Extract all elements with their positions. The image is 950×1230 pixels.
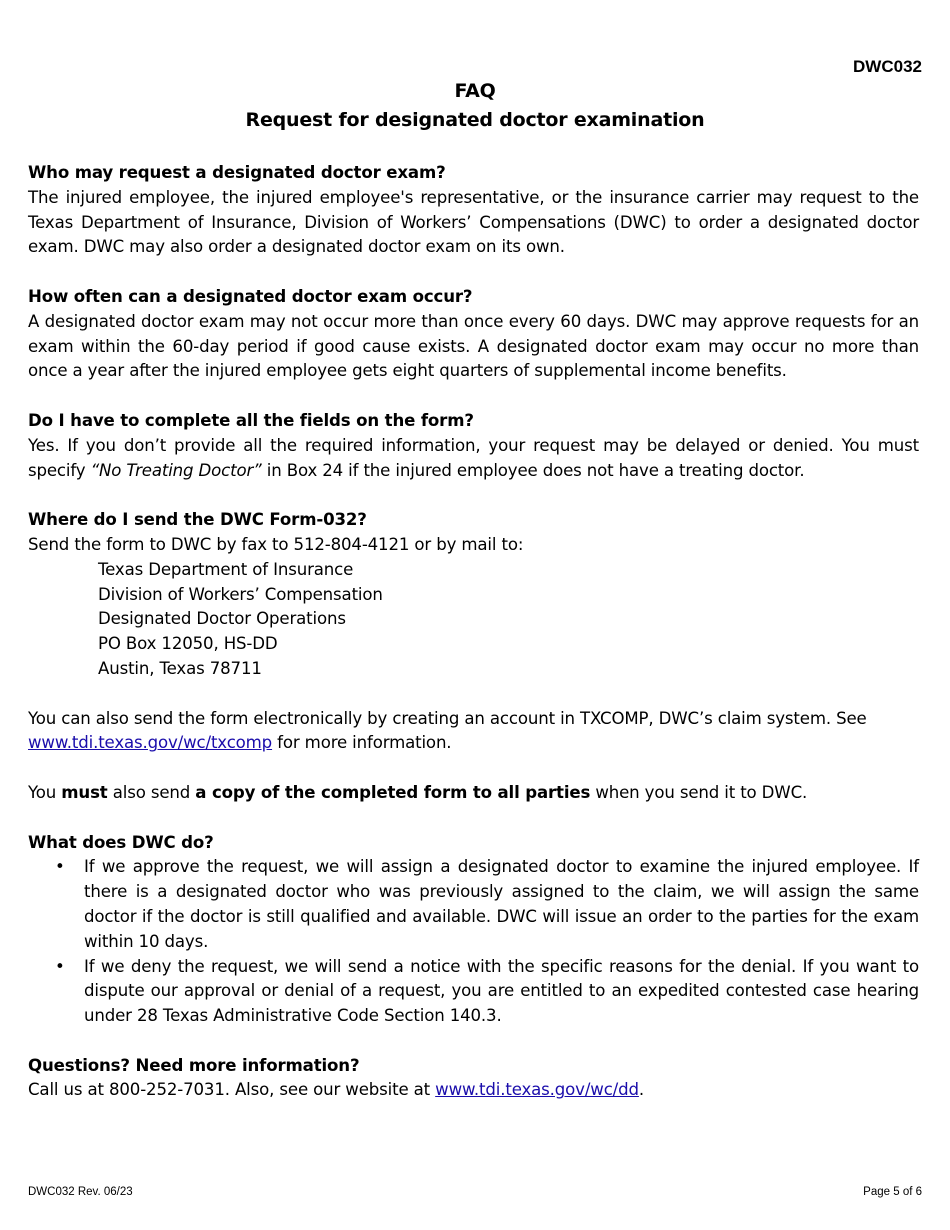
- footer-revision: DWC032 Rev. 06/23: [28, 1186, 133, 1198]
- answer-who: The injured employee, the injured employee's representative, or the insurance carrier may request to the Texas Department of Insurance, Division of Workers’ Compensations (DWC) to order a designated doctor exam. DWC may also order a designated doctor exam on its own.: [28, 187, 919, 257]
- page-title: FAQ: [454, 80, 496, 102]
- question-how-often: How often can a designated doctor exam occur?: [28, 286, 473, 306]
- question-who: Who may request a designated doctor exam?: [28, 163, 446, 182]
- bullet-icon: •: [55, 857, 65, 877]
- no-treating-doctor-text: “No Treating Doctor”: [90, 460, 262, 480]
- faq-content: [28, 161, 919, 1103]
- question-more-info: Questions? Need more information?: [28, 1055, 360, 1075]
- answer-more-info: Call us at 800-252-7031. Also, see our website at www.tdi.texas.gov/wc/dd.: [28, 1080, 645, 1100]
- mailing-address-line: Division of Workers’ Compensation: [98, 584, 383, 604]
- txcomp-link[interactable]: www.tdi.texas.gov/wc/txcomp: [28, 733, 273, 753]
- mailing-address-line: Designated Doctor Operations: [98, 609, 346, 629]
- answer-where-must: You must also send a copy of the completed form to all parties when you send it to DWC.: [28, 782, 808, 802]
- mailing-address-line: Austin, Texas 78711: [98, 658, 262, 678]
- question-fields: Do I have to complete all the fields on the form?: [28, 410, 474, 430]
- answer-where-intro: Send the form to DWC by fax to 512-804-4121 or by mail to:: [28, 534, 524, 554]
- question-what: What does DWC do?: [28, 832, 214, 852]
- form-id: DWC032: [853, 57, 922, 76]
- answer-fields: Yes. If you don’t provide all the required information, your request may be delayed or denied. You must specify “No Treating Doctor” in Box 24 if the injured employee does not have a treating doctor.: [28, 435, 919, 480]
- footer-page-number: Page 5 of 6: [863, 1186, 922, 1198]
- bullet-icon: •: [55, 956, 65, 976]
- question-where: Where do I send the DWC Form-032?: [28, 510, 367, 530]
- answer-what-list: [28, 855, 919, 1029]
- list-item: • If we deny the request, we will send a notice with the specific reasons for the denial. If you want to dispute our approval or denial of a request, you are entitled to an expedited contested case hearing under 28 Texas Administrative Code Section 140.3.: [55, 956, 919, 1026]
- answer-how-often: A designated doctor exam may not occur more than once every 60 days. DWC may approve requests for an exam within the 60-day period if good cause exists. A designated doctor exam may occur no more than once a year after the injured employee gets eight quarters of supplemental income benefits.: [28, 311, 919, 381]
- mailing-address-line: PO Box 12050, HS-DD: [98, 634, 278, 654]
- list-item: • If we approve the request, we will assign a designated doctor to examine the injured employee. If there is a designated doctor who was previously assigned to the claim, we will assign the same doctor if the doctor is still qualified and available. DWC will issue an order to the parties for the exam within 10 days.: [55, 857, 919, 951]
- dd-website-link[interactable]: www.tdi.texas.gov/wc/dd: [435, 1080, 639, 1100]
- answer-where-electronic: You can also send the form electronically by creating an account in TXCOMP, DWC’s claim system. See www.tdi.texas.gov/wc/txcomp for more information.: [28, 708, 867, 753]
- page-subtitle: Request for designated doctor examination: [245, 109, 705, 131]
- mailing-address-line: Texas Department of Insurance: [98, 559, 354, 579]
